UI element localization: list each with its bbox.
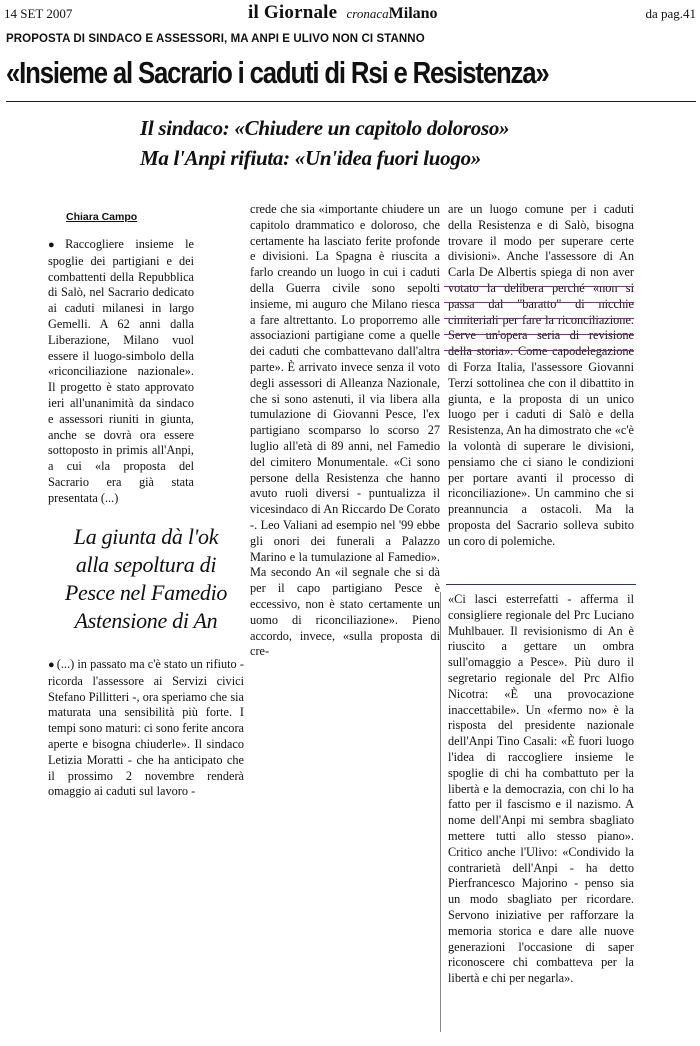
highlight-underline — [444, 318, 634, 319]
section-main: Milano — [388, 5, 438, 22]
inner-subheadline: La giunta dà l'ok alla sepoltura di Pesce nel Famedio Astensione di An — [64, 524, 228, 633]
page-reference: da pag.41 — [645, 6, 696, 21]
clipping-date: 14 SET 2007 — [4, 6, 73, 21]
article-column-1-top — [48, 237, 194, 507]
highlight-underline — [444, 302, 634, 303]
section-prefix: cronaca — [346, 6, 389, 21]
quote-box-rule — [446, 584, 636, 585]
article-column-3-quotes: «Ci lasci esterrefatti - afferma il consigliere regionale del Prc Luciano Muhlbauer. Il revisionismo di An è riuscito a gettare un ombra sull'omaggio a Pesce». Più duro il segretario regionale del Prc Alfio Nicotra: «È una provocazione inaccettabile». Un «fermo no» è la risposta del presidente nazionale dell'Anpi Tino Casali: «È fuori luogo l'idea di raccogliere insieme le spoglie di chi ha combattuto per la libertà e la democrazia, con chi lo ha fatto per il fascismo e il nazismo. A nome dell'Anpi mi sembra sbagliato mettere tutti allo stesso piano». Critico anche l'Ulivo: «Condivido la contrarietà dell'Anpi - ha detto Pierfrancesco Majorino - penso sia un modo sbagliato per ricordare. Servono iniziative per rafforzare la memoria storica e dare alle nuove generazioni l'occasione di saper riconoscere chi combatteva per la libertà e chi per negarla». — [448, 592, 634, 986]
article-kicker: PROPOSTA DI SINDACO E ASSESSORI, MA ANPI E ULIVO NON CI STANNO — [6, 33, 425, 45]
column-text: (...) in passato ma c'è stato un rifiuto - ricorda l'assessore ai Servizi civici Stefano Pillitteri -, ora speriamo che sia maturata una sensibilità più forte. I tempi sono maturi: ci sono ferite ancora aperte e bisogna chiuderle». Il sindaco Letizia Moratti - che ha anticipato che il prossimo 2 novembre renderà omaggio ai caduti sul lavoro - — [48, 657, 245, 799]
section-name — [347, 6, 438, 21]
article-column-2: crede che sia «importante chiudere un capitolo drammatico e doloroso, che certamente ha lasciato ferite profonde e divisioni. La Spagna è riuscita a farlo creando un luogo in cui i caduti della Guerra civile sono sepolti insieme, mi auguro che Milano riesca a fare altrettanto. Lo proporremo alle associazioni partigiane come a quelle dei caduti che combattevano dall'altra parte». È arrivato invece senza il voto degli assessori di Alleanza Nazionale, che si sono astenuti, il via libera alla tumulazione di Giovanni Pesce, l'ex partigiano scomparso lo scorso 27 luglio all'età di 89 anni, nel Famedio del cimitero Monumentale. «Ci sono persone della Resistenza che hanno avuto ruoli diversi - puntualizza il vicesindaco di An Riccardo De Corato -. Leo Valiani ad esempio nel '99 ebbe gli onori dei funerali a Palazzo Marino e la tumulazione al Famedio». Ma secondo An «il segnale che si dà per il capo partigiano Pesce è eccessivo, non è stato certamente un uomo di riconciliazione». Pieno accordo, invece, «sulla proposta di cre- — [250, 202, 440, 659]
bullet-icon: ● — [48, 659, 55, 671]
highlight-underline — [444, 350, 634, 351]
article-subtitle-2: Ma l'Anpi rifiuta: «Un'idea fuori luogo» — [140, 146, 481, 170]
bullet-icon: ● — [48, 239, 64, 251]
highlight-underline — [444, 286, 634, 287]
article-column-1-bottom — [48, 657, 244, 800]
author-byline: Chiara Campo — [66, 211, 138, 223]
masthead — [248, 2, 438, 24]
quote-box-side-rule — [440, 592, 441, 1032]
article-column-3: are un luogo comune per i caduti della Resistenza e di Salò, bisogna trovare il modo per superare certe divisioni». Anche l'assessore di An Carla De Albertis spiega di non aver votato la delibera perché «non si passa dal "baratto" di nicchie cimiteriali per fare la riconciliazione. Serve un'opera seria di revisione della storia». Come capodelegazione di Forza Italia, l'assessore Giovanni Terzi sottolinea che con il dibattito in giunta, e la proposta di un unico luogo per i caduti di Salò e della Resistenza, An ha dimostrato che «c'è la volontà di superare le divisioni, pensiamo che ci siano le condizioni per portare avanti il processo di riconciliazione». Un cammino che si preannuncia a ostacoli. Ma la proposta del Sacrario solleva subito un coro di polemiche. — [448, 202, 634, 548]
highlight-underline — [444, 334, 634, 335]
article-subtitle-1: Il sindaco: «Chiudere un capitolo doloroso» — [140, 116, 510, 140]
newspaper-logo: il Giornale — [248, 2, 338, 23]
article-headline: «Insieme al Sacrario i caduti di Rsi e Resistenza» — [6, 55, 549, 90]
column-text: Raccogliere insieme le spoglie dei partigiani e dei combattenti della Repubblica di Salò, nel Sacrario dedicato ai caduti milanesi in largo Gemelli. A 62 anni dalla Liberazione, Milano vuol essere il luogo-simbolo della «riconciliazione nazionale». Il progetto è stato approvato ieri all'unanimità da sindaco e assessori riuniti in giunta, anche se dovrà ora essere sottoposto in primis all'Anpi, a cui «la proposta del Sacrario era già stata presentata (...) — [48, 237, 194, 505]
headline-rule — [6, 101, 696, 102]
